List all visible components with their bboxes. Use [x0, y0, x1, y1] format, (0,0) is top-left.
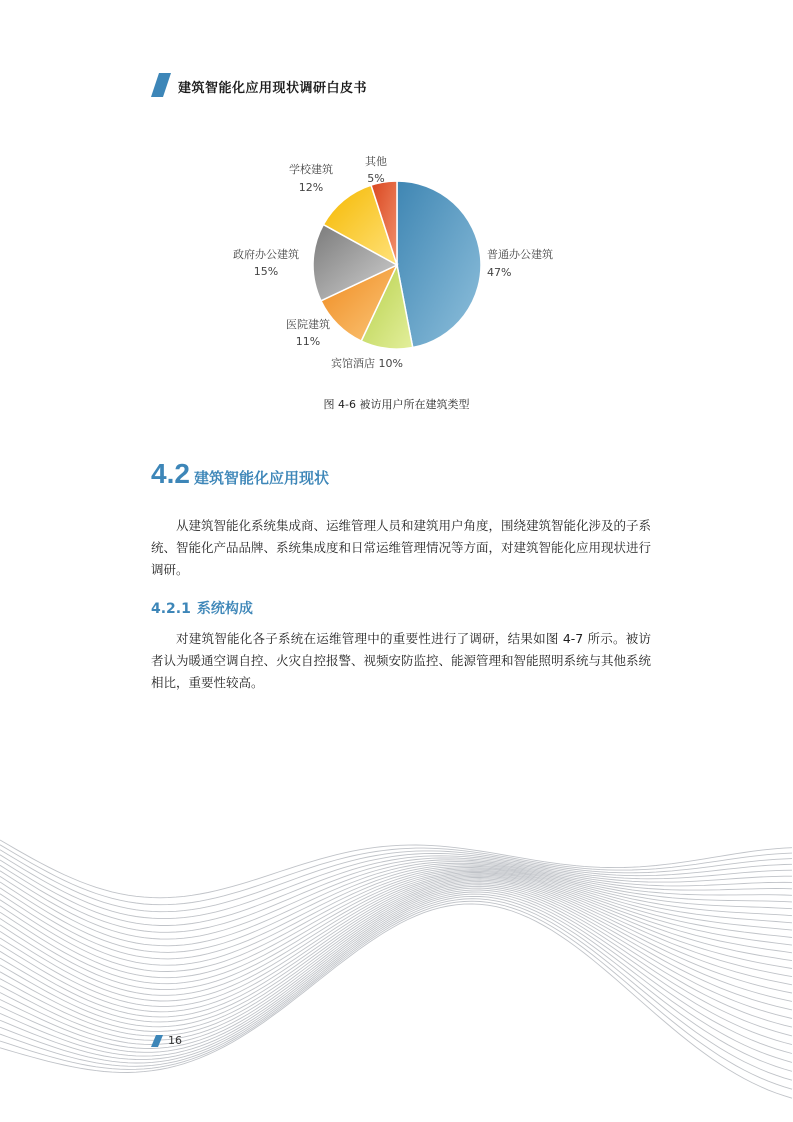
slice-label-4: 政府办公建筑: [233, 248, 299, 261]
pie-chart: [200, 140, 600, 390]
slice-value-label-2: 宾馆酒店 10%: [331, 357, 403, 370]
footer-slash-icon: [151, 1035, 163, 1047]
decorative-wave-lines: [0, 830, 793, 1122]
slice-value-label-4: 15%: [253, 265, 279, 278]
subsection-number: 4.2.1: [151, 601, 191, 617]
figure-caption: 图 4-6 被访用户所在建筑类型: [323, 398, 470, 411]
wave-line: [0, 888, 792, 1048]
slice-value-label-5: 12%: [298, 181, 324, 194]
slice-value-label-6: 5%: [367, 172, 385, 185]
wave-line: [0, 875, 792, 1007]
slice-value-label-3: 11%: [295, 335, 321, 348]
document-title: 建筑智能化应用现状调研白皮书: [178, 81, 368, 96]
wave-line: [0, 874, 792, 1001]
subsection-paragraph: 对建筑智能化各子系统在运维管理中的重要性进行了调研，结果如图 4-7 所示。被访者认为暖通空调自控、火灾自控报警、视频安防监控、能源管理和智能照明系统与其他系统相比，重要性较高。: [151, 631, 652, 690]
section-title: 建筑智能化应用现状: [193, 469, 329, 487]
section-number: 4.2: [151, 458, 190, 489]
section-paragraph: 从建筑智能化系统集成商、运维管理人员和建筑用户角度，围绕建筑智能化涉及的子系统、智能化产品品牌、系统集成度和日常运维管理情况等方面，对建筑智能化应用现状进行调研。: [151, 518, 652, 577]
slice-value-label-1: 47%: [487, 266, 512, 279]
subsection-heading: [151, 598, 259, 618]
section-heading: [151, 458, 329, 490]
slice-label-3: 医院建筑: [286, 318, 330, 331]
slice-label-6: 其他: [365, 155, 387, 168]
pie-slice-1: [397, 181, 481, 348]
subsection-title: 系统构成: [196, 601, 253, 617]
page-number: 16: [168, 1034, 182, 1047]
slice-label-1: 普通办公建筑: [487, 248, 553, 261]
slice-label-5: 学校建筑: [289, 163, 333, 176]
header-slash-icon: [151, 73, 171, 97]
wave-line: [0, 896, 792, 1071]
